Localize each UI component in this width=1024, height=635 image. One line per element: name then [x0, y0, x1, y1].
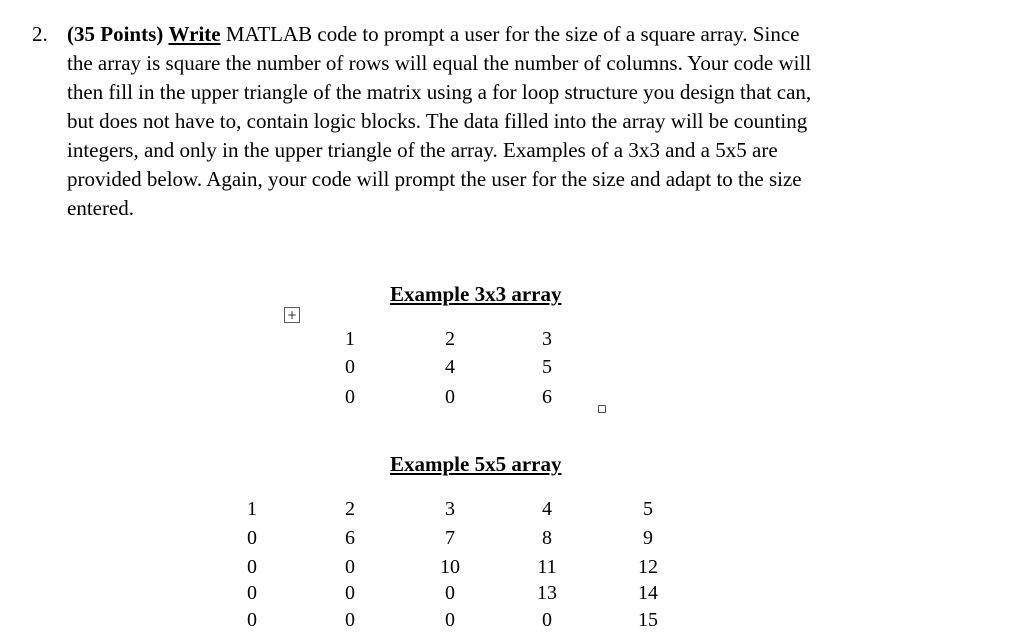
problem-line: entered.	[67, 196, 135, 220]
problem-line-1-rest: MATLAB code to prompt a user for the size of a square array. Since	[220, 22, 800, 46]
matrix-cell: 6	[542, 386, 552, 408]
problem-line: integers, and only in the upper triangle of the array. Examples of a 3x3 and a 5x5 are	[67, 138, 778, 162]
matrix-cell: 4	[445, 356, 455, 378]
matrix-cell: 0	[445, 609, 455, 631]
matrix-cell: 0	[345, 556, 355, 578]
matrix-cell: 0	[247, 609, 257, 631]
table-resize-handle-icon[interactable]	[598, 405, 606, 413]
problem-text	[67, 20, 912, 223]
matrix-cell: 5	[542, 356, 552, 378]
problem-number: 2.	[32, 22, 48, 46]
problem-line: then fill in the upper triangle of the matrix using a for loop structure you design that can,	[67, 80, 812, 104]
matrix-cell: 0	[445, 582, 455, 604]
matrix-cell: 0	[345, 609, 355, 631]
matrix-cell: 0	[445, 386, 455, 408]
problem-line: provided below. Again, your code will prompt the user for the size and adapt to the size	[67, 167, 802, 191]
matrix-cell: 2	[445, 328, 455, 350]
matrix-cell: 5	[643, 498, 653, 520]
matrix-cell: 11	[537, 556, 557, 578]
matrix-cell: 12	[638, 556, 658, 578]
matrix-cell: 0	[345, 386, 355, 408]
matrix-cell: 2	[345, 498, 355, 520]
write-keyword: Write	[168, 22, 221, 46]
matrix-cell: 4	[542, 498, 552, 520]
example-3x3-title: Example 3x3 array	[390, 282, 562, 306]
matrix-cell: 0	[247, 527, 257, 549]
problem-line-1	[67, 20, 912, 49]
matrix-cell: 1	[247, 498, 257, 520]
matrix-cell: 8	[542, 527, 552, 549]
matrix-cell: 10	[440, 556, 460, 578]
matrix-cell: 0	[345, 356, 355, 378]
matrix-cell: 6	[345, 527, 355, 549]
matrix-cell: 14	[638, 582, 658, 604]
matrix-cell: 0	[542, 609, 552, 631]
matrix-cell: 15	[638, 609, 658, 631]
table-move-handle-icon[interactable]: +	[284, 307, 300, 323]
matrix-cell: 3	[445, 498, 455, 520]
matrix-cell: 9	[643, 527, 653, 549]
matrix-cell: 0	[247, 556, 257, 578]
points-label: (35 Points)	[67, 22, 164, 46]
example-5x5-title: Example 5x5 array	[390, 452, 562, 476]
matrix-cell: 0	[247, 582, 257, 604]
matrix-cell: 3	[542, 328, 552, 350]
matrix-cell: 0	[345, 582, 355, 604]
matrix-cell: 7	[445, 527, 455, 549]
problem-line: the array is square the number of rows will equal the number of columns. Your code will	[67, 51, 812, 75]
matrix-cell: 13	[537, 582, 557, 604]
problem-line: but does not have to, contain logic blocks. The data filled into the array will be counting	[67, 109, 808, 133]
matrix-cell: 1	[345, 328, 355, 350]
